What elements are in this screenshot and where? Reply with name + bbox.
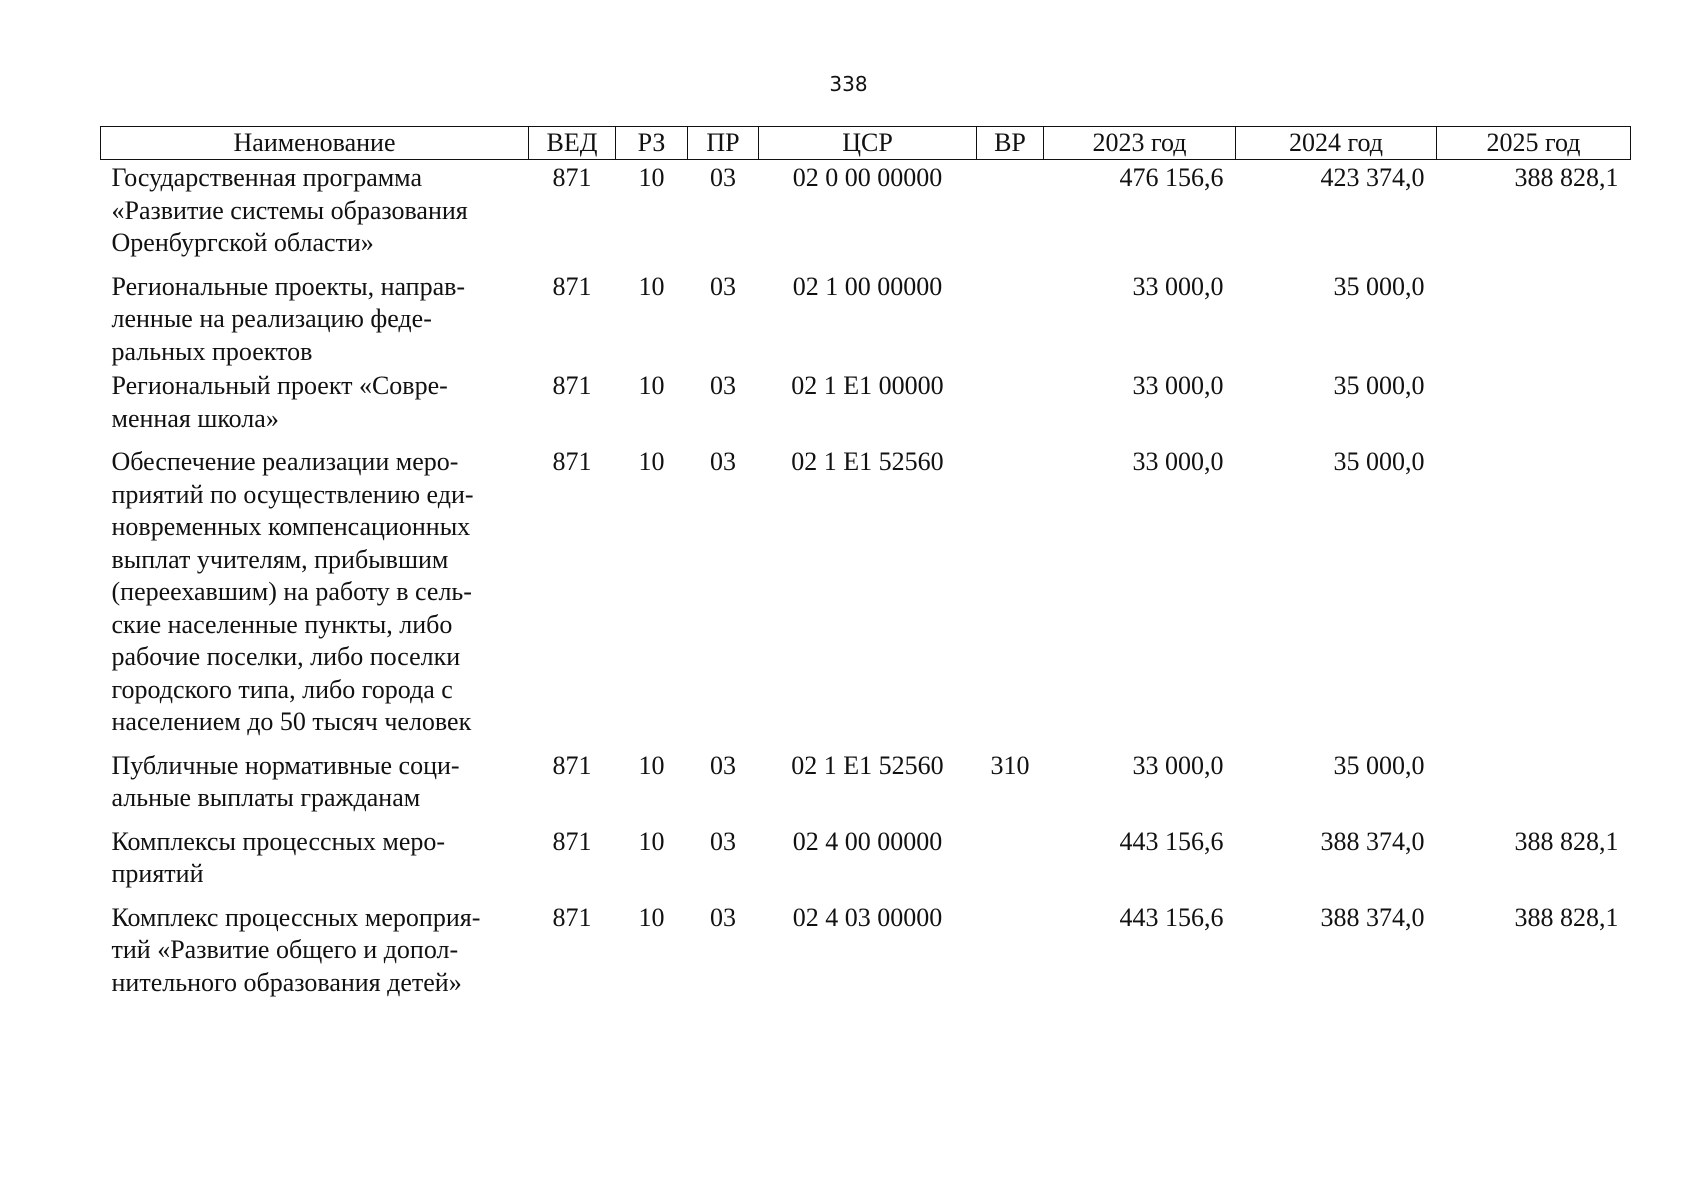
row-rz: 10 — [638, 902, 665, 932]
header-ved: ВЕД — [529, 127, 616, 160]
header-csr: ЦСР — [759, 127, 977, 160]
row-2024: 35 000,0 — [1333, 447, 1425, 476]
row-vr — [977, 269, 1044, 369]
row-name — [101, 269, 529, 369]
row-name — [101, 368, 529, 444]
row-name-line: рабочие поселки, либо поселки — [111, 642, 461, 671]
row-2024: 35 000,0 — [1333, 750, 1425, 780]
row-2025 — [1437, 444, 1631, 748]
row-ved: 871 — [552, 163, 592, 192]
row-2025 — [1437, 368, 1631, 444]
header-2023: 2023 год — [1044, 127, 1236, 160]
row-name-line: «Развитие системы образования — [111, 195, 468, 225]
row-name-line: приятий — [111, 859, 204, 888]
row-csr: 02 4 03 00000 — [792, 902, 943, 932]
row-name-line: новременных компенсационных — [111, 512, 471, 541]
row-name-line: Государственная программа — [111, 163, 423, 192]
row-name-line: ленные на реализацию феде- — [111, 304, 432, 333]
header-name: Наименование — [101, 127, 529, 160]
row-ved: 871 — [552, 447, 592, 476]
table-row — [101, 368, 1631, 444]
row-ved: 871 — [552, 371, 592, 400]
table-row — [101, 160, 1631, 269]
row-name-line: Обеспечение реализации меро- — [111, 447, 459, 476]
header-2025: 2025 год — [1437, 127, 1631, 160]
row-2025 — [1437, 269, 1631, 369]
row-vr — [977, 900, 1044, 1009]
row-2024: 423 374,0 — [1320, 163, 1425, 192]
row-name-line: населением до 50 тысяч человек — [111, 707, 472, 736]
row-name-line: Региональные проекты, направ- — [111, 271, 466, 301]
header-pr: ПР — [688, 127, 759, 160]
row-ved: 871 — [552, 271, 592, 301]
row-name-line: нительного образования детей» — [111, 967, 462, 997]
row-name-line: Комплекс процессных мероприя- — [111, 902, 481, 932]
row-vr — [977, 368, 1044, 444]
row-name-line: городского типа, либо города с — [111, 674, 453, 704]
row-name-line: Публичные нормативные соци- — [111, 750, 460, 780]
row-2025 — [1437, 748, 1631, 824]
row-name-line: ские населенные пункты, либо — [111, 609, 453, 639]
row-2025: 388 828,1 — [1514, 163, 1619, 192]
row-ved: 871 — [552, 902, 592, 932]
row-name-line: ральных проектов — [111, 336, 313, 366]
row-2025: 388 828,1 — [1514, 902, 1619, 932]
table-header-row — [101, 127, 1631, 160]
row-2023: 33 000,0 — [1132, 750, 1224, 780]
row-2025: 388 828,1 — [1514, 826, 1619, 856]
row-ved: 871 — [552, 750, 592, 780]
row-csr: 02 1 E1 52560 — [791, 750, 944, 780]
row-vr — [977, 160, 1044, 269]
row-2024: 388 374,0 — [1320, 902, 1425, 932]
budget-table — [100, 126, 1631, 1008]
row-pr: 03 — [710, 371, 736, 400]
row-name — [101, 444, 529, 748]
row-ved: 871 — [552, 826, 592, 856]
table-row — [101, 269, 1631, 369]
row-2023: 443 156,6 — [1119, 902, 1224, 932]
row-2023: 33 000,0 — [1132, 447, 1224, 476]
table-row — [101, 748, 1631, 824]
page-number: 338 — [829, 72, 868, 96]
row-name-line: альные выплаты гражданам — [111, 783, 421, 812]
row-pr: 03 — [710, 163, 736, 192]
row-csr: 02 4 00 00000 — [792, 826, 943, 856]
row-rz: 10 — [638, 447, 665, 476]
row-name — [101, 160, 529, 269]
row-name-line: тий «Развитие общего и допол- — [111, 935, 459, 964]
header-vr: ВР — [977, 127, 1044, 160]
row-rz: 10 — [638, 163, 665, 192]
row-name-line: (переехавшим) на работу в сель- — [111, 577, 472, 606]
row-2023: 443 156,6 — [1119, 826, 1224, 856]
row-name-line: менная школа» — [111, 403, 279, 433]
row-vr — [977, 824, 1044, 900]
row-rz: 10 — [638, 371, 665, 400]
row-pr: 03 — [710, 750, 736, 780]
row-2023: 33 000,0 — [1132, 271, 1224, 301]
row-name-line: Региональный проект «Совре- — [111, 371, 448, 400]
row-2024: 35 000,0 — [1333, 371, 1425, 400]
row-csr: 02 1 00 00000 — [792, 271, 943, 301]
table-row — [101, 900, 1631, 1009]
row-csr: 02 1 E1 00000 — [791, 371, 944, 400]
row-pr: 03 — [710, 447, 736, 476]
row-name-line: Оренбургской области» — [111, 228, 374, 257]
header-2024: 2024 год — [1236, 127, 1437, 160]
row-pr: 03 — [710, 826, 736, 856]
row-name-line: выплат учителям, прибывшим — [111, 544, 449, 574]
row-2024: 388 374,0 — [1320, 826, 1425, 856]
row-name — [101, 900, 529, 1009]
row-2023: 476 156,6 — [1119, 163, 1224, 192]
row-vr: 310 — [990, 750, 1030, 780]
row-rz: 10 — [638, 750, 665, 780]
row-pr: 03 — [710, 902, 736, 932]
row-2023: 33 000,0 — [1132, 371, 1224, 400]
row-vr — [977, 444, 1044, 748]
row-rz: 10 — [638, 826, 665, 856]
header-rz: РЗ — [616, 127, 688, 160]
row-name-line: Комплексы процессных меро- — [111, 826, 446, 856]
row-pr: 03 — [710, 271, 736, 301]
table-row — [101, 444, 1631, 748]
row-csr: 02 1 E1 52560 — [791, 447, 944, 476]
row-name — [101, 748, 529, 824]
row-name-line: приятий по осуществлению еди- — [111, 479, 474, 509]
table-row — [101, 824, 1631, 900]
row-csr: 02 0 00 00000 — [792, 163, 943, 192]
row-name — [101, 824, 529, 900]
row-rz: 10 — [638, 271, 665, 301]
row-2024: 35 000,0 — [1333, 271, 1425, 301]
